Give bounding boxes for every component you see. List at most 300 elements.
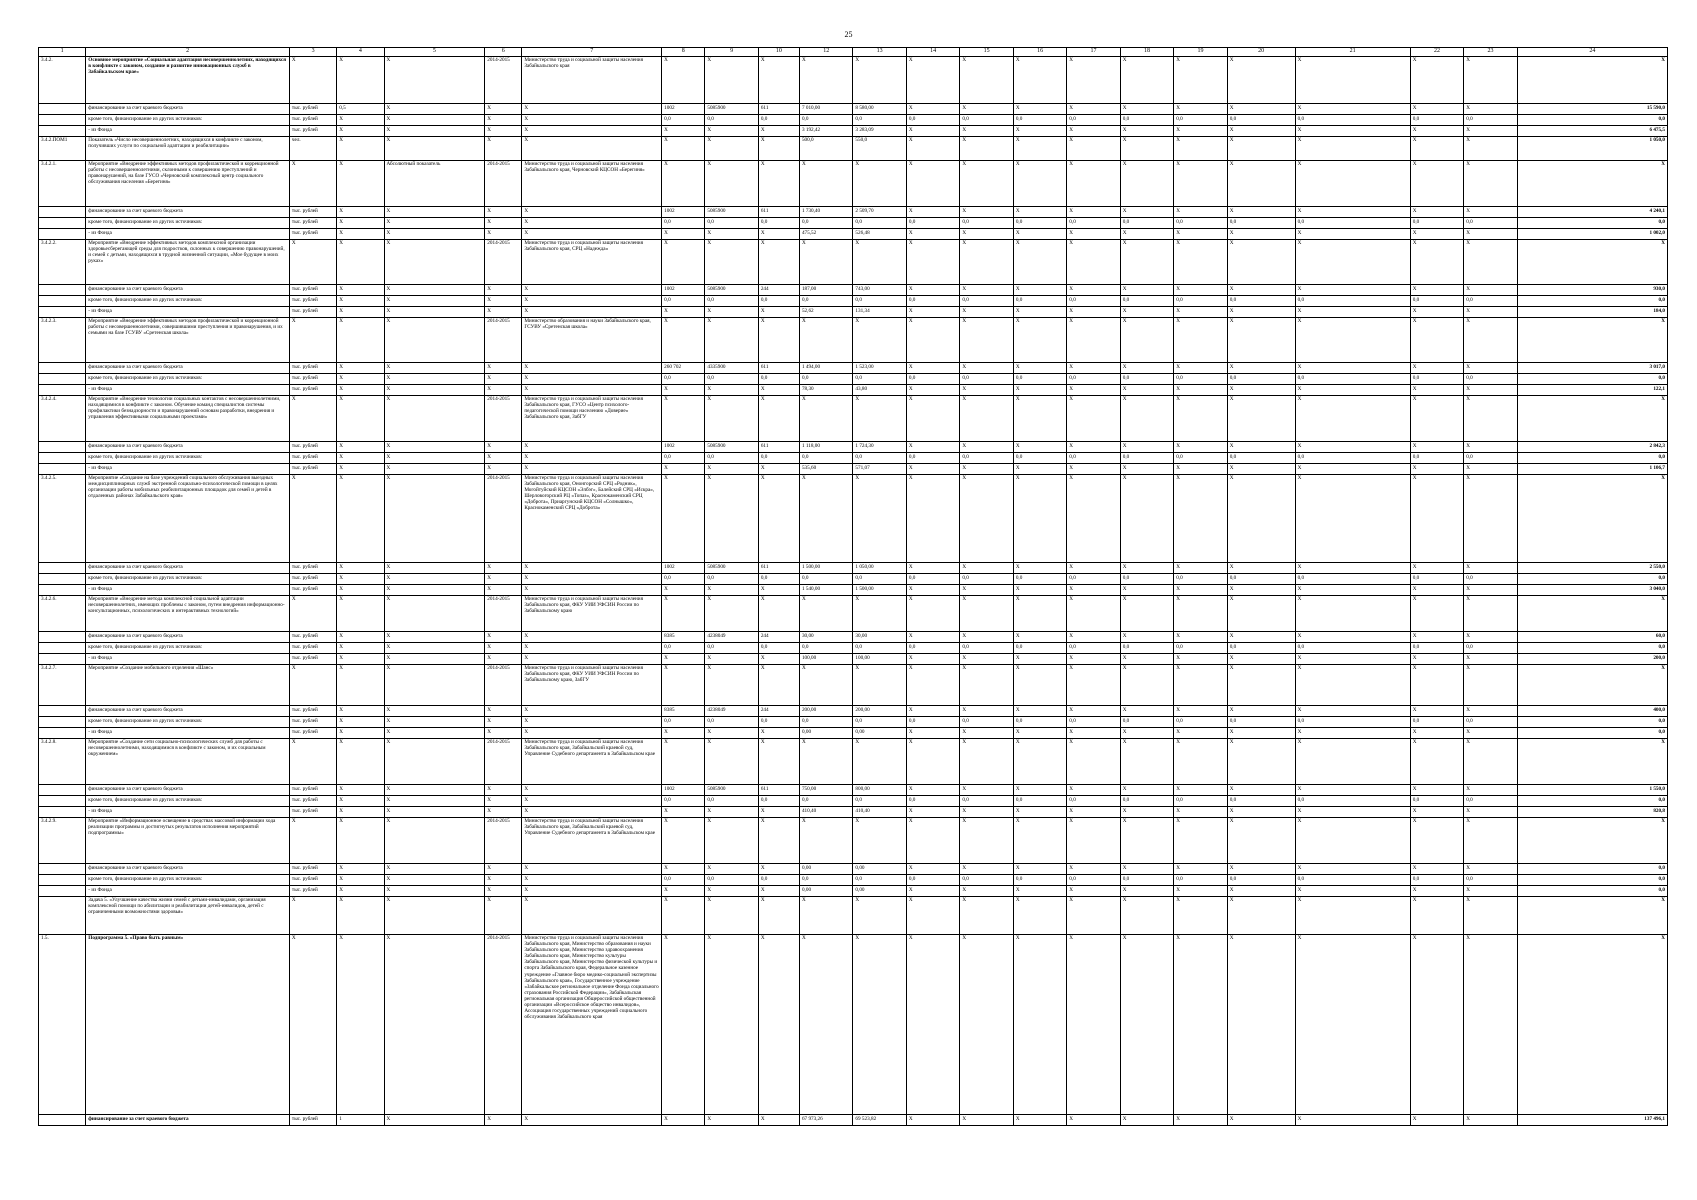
cell-col-13: X bbox=[906, 935, 959, 1115]
cell-col-19: 0,0 bbox=[1227, 374, 1295, 385]
cell-col-19: X bbox=[1227, 137, 1295, 161]
cell-col-10: X bbox=[758, 318, 799, 363]
cell-col-22: 0,0 bbox=[1464, 453, 1517, 464]
cell-col-10: X bbox=[758, 897, 799, 935]
cell-col-5: X bbox=[384, 739, 485, 785]
cell-col-18: X bbox=[1174, 285, 1227, 296]
cell-col-15: X bbox=[1013, 665, 1066, 706]
cell-col-8: 1002 bbox=[662, 785, 705, 796]
cell-col-10: X bbox=[758, 229, 799, 240]
cell-col-1 bbox=[39, 126, 86, 137]
cell-col-1 bbox=[39, 563, 86, 574]
cell-col-2: - из Фонда bbox=[86, 464, 290, 475]
cell-col-1 bbox=[39, 442, 86, 453]
cell-col-22: X bbox=[1464, 285, 1517, 296]
cell-col-2: Мероприятие «Создание мобильного отделения «Шанс» bbox=[86, 665, 290, 706]
cell-col-1 bbox=[39, 864, 86, 875]
cell-col-5: X bbox=[384, 464, 485, 475]
cell-col-13: 0,0 bbox=[906, 875, 959, 886]
financing-row bbox=[39, 706, 1668, 717]
cell-col-17: 0,0 bbox=[1120, 875, 1173, 886]
cell-col-18: X bbox=[1174, 207, 1227, 218]
cell-col-17: 0,0 bbox=[1120, 374, 1173, 385]
cell-col-14: X bbox=[960, 596, 1013, 632]
cell-col-21: X bbox=[1410, 442, 1463, 453]
column-number: 4 bbox=[337, 48, 384, 57]
cell-col-12: 526,48 bbox=[853, 229, 906, 240]
cell-col-1 bbox=[39, 385, 86, 396]
cell-col-4: X bbox=[337, 886, 384, 897]
cell-col-13: X bbox=[906, 807, 959, 818]
cell-col-22: X bbox=[1464, 665, 1517, 706]
cell-col-14: X bbox=[960, 307, 1013, 318]
cell-col-5: X bbox=[384, 728, 485, 739]
cell-col-21: 0,0 bbox=[1410, 717, 1463, 728]
cell-col-9: X bbox=[705, 396, 758, 442]
cell-col-11: 52,62 bbox=[799, 307, 852, 318]
cell-col-1 bbox=[39, 574, 86, 585]
cell-col-12: X bbox=[853, 475, 906, 563]
cell-col-17: X bbox=[1120, 596, 1173, 632]
cell-col-20: X bbox=[1295, 363, 1410, 374]
cell-col-17: X bbox=[1120, 285, 1173, 296]
cell-col-3: X bbox=[289, 596, 336, 632]
cell-col-13: 0,0 bbox=[906, 643, 959, 654]
cell-col-6: 2014-2015 bbox=[485, 818, 522, 864]
cell-col-8: 0,0 bbox=[662, 296, 705, 307]
cell-col-17: X bbox=[1120, 126, 1173, 137]
cell-col-5: X bbox=[384, 363, 485, 374]
cell-col-3: X bbox=[289, 161, 336, 207]
cell-col-6: X bbox=[485, 563, 522, 574]
cell-col-4: X bbox=[337, 296, 384, 307]
cell-col-11: X bbox=[799, 318, 852, 363]
cell-col-19: X bbox=[1227, 785, 1295, 796]
cell-col-2: Основное мероприятие «Социальная адаптация несовершеннолетних, находящихся в конфликте с законом, создание и развитие инновационных служб в Забайкальском крае» bbox=[86, 57, 290, 104]
cell-col-6: 2014-2015 bbox=[485, 475, 522, 563]
cell-col-7: X bbox=[522, 1115, 662, 1126]
cell-col-17: X bbox=[1120, 475, 1173, 563]
cell-col-21: X bbox=[1410, 897, 1463, 935]
column-number: 2 bbox=[86, 48, 290, 57]
cell-col-17: X bbox=[1120, 1115, 1173, 1126]
cell-col-5: X bbox=[384, 296, 485, 307]
cell-col-10: 611 bbox=[758, 363, 799, 374]
cell-col-14: 0,0 bbox=[960, 643, 1013, 654]
cell-col-15: 0,0 bbox=[1013, 717, 1066, 728]
cell-col-4: X bbox=[337, 717, 384, 728]
cell-col-3: тыс. рублей bbox=[289, 632, 336, 643]
cell-col-19: X bbox=[1227, 363, 1295, 374]
cell-col-17: X bbox=[1120, 739, 1173, 785]
cell-col-10: 0,0 bbox=[758, 218, 799, 229]
cell-col-18: X bbox=[1174, 728, 1227, 739]
cell-col-8: X bbox=[662, 1115, 705, 1126]
cell-col-8: X bbox=[662, 475, 705, 563]
cell-col-13: X bbox=[906, 563, 959, 574]
cell-col-14: X bbox=[960, 126, 1013, 137]
cell-col-11: 67 973,26 bbox=[799, 1115, 852, 1126]
cell-col-15: X bbox=[1013, 1115, 1066, 1126]
cell-col-11: 0,00 bbox=[799, 864, 852, 875]
cell-col-23: 1 550,0 bbox=[1517, 785, 1667, 796]
cell-col-15: X bbox=[1013, 706, 1066, 717]
cell-col-21: X bbox=[1410, 632, 1463, 643]
cell-col-6: X bbox=[485, 886, 522, 897]
cell-col-4: X bbox=[337, 218, 384, 229]
cell-col-2: финансирование за счет краевого бюджета bbox=[86, 363, 290, 374]
cell-col-7: X bbox=[522, 717, 662, 728]
cell-col-21: X bbox=[1410, 728, 1463, 739]
cell-col-19: X bbox=[1227, 385, 1295, 396]
cell-col-21: X bbox=[1410, 654, 1463, 665]
financing-row bbox=[39, 585, 1668, 596]
cell-col-9: X bbox=[705, 864, 758, 875]
cell-col-19: X bbox=[1227, 442, 1295, 453]
cell-col-17: 0,0 bbox=[1120, 115, 1173, 126]
cell-col-16: 0,0 bbox=[1067, 374, 1120, 385]
cell-col-23: 3 040,0 bbox=[1517, 585, 1667, 596]
cell-col-10: X bbox=[758, 57, 799, 104]
cell-col-17: X bbox=[1120, 632, 1173, 643]
cell-col-6: 2014-2015 bbox=[485, 161, 522, 207]
cell-col-18: X bbox=[1174, 785, 1227, 796]
cell-col-4: X bbox=[337, 796, 384, 807]
cell-col-11: 7 010,00 bbox=[799, 104, 852, 115]
column-number: 1 bbox=[39, 48, 86, 57]
item-row bbox=[39, 396, 1668, 442]
cell-col-15: X bbox=[1013, 229, 1066, 240]
cell-col-3: чел. bbox=[289, 137, 336, 161]
cell-col-9: X bbox=[705, 818, 758, 864]
cell-col-10: 611 bbox=[758, 563, 799, 574]
cell-col-15: 0,0 bbox=[1013, 218, 1066, 229]
cell-col-16: X bbox=[1067, 57, 1120, 104]
cell-col-15: X bbox=[1013, 104, 1066, 115]
cell-col-21: X bbox=[1410, 207, 1463, 218]
cell-col-10: 244 bbox=[758, 632, 799, 643]
cell-col-19: X bbox=[1227, 596, 1295, 632]
cell-col-2: кроме того, финансирование из других источников: bbox=[86, 643, 290, 654]
cell-col-22: X bbox=[1464, 807, 1517, 818]
cell-col-10: X bbox=[758, 385, 799, 396]
cell-col-1: 3.4.2.5. bbox=[39, 475, 86, 563]
cell-col-21: 0,0 bbox=[1410, 574, 1463, 585]
cell-col-5: Абсолютный показатель bbox=[384, 161, 485, 207]
cell-col-18: X bbox=[1174, 654, 1227, 665]
cell-col-2: финансирование за счет краевого бюджета bbox=[86, 442, 290, 453]
cell-col-11: 0,0 bbox=[799, 574, 852, 585]
cell-col-16: X bbox=[1067, 728, 1120, 739]
cell-col-23: 3 017,0 bbox=[1517, 363, 1667, 374]
cell-col-3: X bbox=[289, 475, 336, 563]
cell-col-19: X bbox=[1227, 886, 1295, 897]
cell-col-13: 0,0 bbox=[906, 296, 959, 307]
cell-col-5: X bbox=[384, 104, 485, 115]
cell-col-6: X bbox=[485, 897, 522, 935]
cell-col-18: X bbox=[1174, 807, 1227, 818]
cell-col-5: X bbox=[384, 385, 485, 396]
cell-col-20: X bbox=[1295, 706, 1410, 717]
cell-col-15: X bbox=[1013, 728, 1066, 739]
cell-col-21: 0,0 bbox=[1410, 374, 1463, 385]
cell-col-2: финансирование за счет краевого бюджета bbox=[86, 706, 290, 717]
cell-col-23: X bbox=[1517, 475, 1667, 563]
cell-col-9: 0,0 bbox=[705, 218, 758, 229]
cell-col-22: X bbox=[1464, 739, 1517, 785]
column-number: 20 bbox=[1227, 48, 1295, 57]
cell-col-20: X bbox=[1295, 229, 1410, 240]
cell-col-8: X bbox=[662, 318, 705, 363]
cell-col-19: X bbox=[1227, 563, 1295, 574]
cell-col-21: X bbox=[1410, 318, 1463, 363]
cell-col-6: X bbox=[485, 464, 522, 475]
cell-col-20: X bbox=[1295, 126, 1410, 137]
cell-col-5: X bbox=[384, 807, 485, 818]
cell-col-22: X bbox=[1464, 137, 1517, 161]
cell-col-10: 0,0 bbox=[758, 875, 799, 886]
cell-col-13: X bbox=[906, 318, 959, 363]
cell-col-1 bbox=[39, 363, 86, 374]
cell-col-23: 0,0 bbox=[1517, 728, 1667, 739]
cell-col-3: тыс. рублей bbox=[289, 442, 336, 453]
cell-col-12: 1 500,00 bbox=[853, 585, 906, 596]
cell-col-3: тыс. рублей bbox=[289, 218, 336, 229]
cell-col-13: X bbox=[906, 864, 959, 875]
cell-col-19: X bbox=[1227, 318, 1295, 363]
cell-col-11: 475,52 bbox=[799, 229, 852, 240]
cell-col-17: X bbox=[1120, 229, 1173, 240]
cell-col-21: X bbox=[1410, 240, 1463, 285]
cell-col-18: 0,0 bbox=[1174, 374, 1227, 385]
cell-col-3: X bbox=[289, 396, 336, 442]
column-number: 17 bbox=[1067, 48, 1120, 57]
cell-col-4: X bbox=[337, 285, 384, 296]
cell-col-4: X bbox=[337, 807, 384, 818]
cell-col-23: X bbox=[1517, 240, 1667, 285]
cell-col-11: 187,00 bbox=[799, 285, 852, 296]
cell-col-9: 0,0 bbox=[705, 643, 758, 654]
cell-col-11: 750,00 bbox=[799, 785, 852, 796]
cell-col-23: 0,0 bbox=[1517, 886, 1667, 897]
cell-col-6: X bbox=[485, 864, 522, 875]
financing-row bbox=[39, 207, 1668, 218]
cell-col-23: 0,0 bbox=[1517, 115, 1667, 126]
cell-col-12: 0,0 bbox=[853, 574, 906, 585]
cell-col-18: X bbox=[1174, 632, 1227, 643]
cell-col-10: X bbox=[758, 596, 799, 632]
cell-col-23: X bbox=[1517, 935, 1667, 1115]
cell-col-8: X bbox=[662, 464, 705, 475]
cell-col-19: X bbox=[1227, 1115, 1295, 1126]
cell-col-4: X bbox=[337, 574, 384, 585]
cell-col-19: X bbox=[1227, 285, 1295, 296]
financing-row bbox=[39, 632, 1668, 643]
financing-row bbox=[39, 115, 1668, 126]
cell-col-8: X bbox=[662, 585, 705, 596]
cell-col-19: 0,0 bbox=[1227, 717, 1295, 728]
cell-col-7: X bbox=[522, 728, 662, 739]
cell-col-13: X bbox=[906, 739, 959, 785]
cell-col-21: 0,0 bbox=[1410, 296, 1463, 307]
financing-row bbox=[39, 654, 1668, 665]
cell-col-6: X bbox=[485, 717, 522, 728]
cell-col-23: X bbox=[1517, 739, 1667, 785]
cell-col-20: X bbox=[1295, 57, 1410, 104]
cell-col-1 bbox=[39, 643, 86, 654]
cell-col-14: X bbox=[960, 665, 1013, 706]
cell-col-19: X bbox=[1227, 161, 1295, 207]
financing-row bbox=[39, 126, 1668, 137]
financing-row bbox=[39, 296, 1668, 307]
cell-col-9: X bbox=[705, 739, 758, 785]
cell-col-9: X bbox=[705, 728, 758, 739]
cell-col-5: X bbox=[384, 785, 485, 796]
column-number: 21 bbox=[1295, 48, 1410, 57]
cell-col-14: X bbox=[960, 864, 1013, 875]
cell-col-18: X bbox=[1174, 665, 1227, 706]
cell-col-21: 0,0 bbox=[1410, 115, 1463, 126]
cell-col-4: X bbox=[337, 374, 384, 385]
cell-col-2: кроме того, финансирование из других источников: bbox=[86, 218, 290, 229]
cell-col-17: X bbox=[1120, 706, 1173, 717]
cell-col-16: X bbox=[1067, 563, 1120, 574]
cell-col-8: 0,0 bbox=[662, 115, 705, 126]
item-row bbox=[39, 739, 1668, 785]
cell-col-6: X bbox=[485, 875, 522, 886]
cell-col-3: X bbox=[289, 739, 336, 785]
cell-col-18: X bbox=[1174, 585, 1227, 596]
cell-col-6: 2014-2015 bbox=[485, 596, 522, 632]
cell-col-20: X bbox=[1295, 785, 1410, 796]
cell-col-16: X bbox=[1067, 475, 1120, 563]
cell-col-22: X bbox=[1464, 897, 1517, 935]
cell-col-15: X bbox=[1013, 864, 1066, 875]
cell-col-21: X bbox=[1410, 229, 1463, 240]
cell-col-1: 3.4.2.3. bbox=[39, 318, 86, 363]
cell-col-21: 0,0 bbox=[1410, 643, 1463, 654]
cell-col-12: X bbox=[853, 935, 906, 1115]
cell-col-14: X bbox=[960, 285, 1013, 296]
cell-col-8: 1002 bbox=[662, 563, 705, 574]
cell-col-6: X bbox=[485, 785, 522, 796]
cell-col-23: X bbox=[1517, 396, 1667, 442]
cell-col-6: X bbox=[485, 807, 522, 818]
cell-col-11: 3 192,42 bbox=[799, 126, 852, 137]
column-number: 5 bbox=[384, 48, 485, 57]
cell-col-12: X bbox=[853, 818, 906, 864]
cell-col-17: X bbox=[1120, 57, 1173, 104]
cell-col-19: 0,0 bbox=[1227, 796, 1295, 807]
cell-col-5: X bbox=[384, 207, 485, 218]
cell-col-15: X bbox=[1013, 897, 1066, 935]
cell-col-19: X bbox=[1227, 864, 1295, 875]
cell-col-19: X bbox=[1227, 585, 1295, 596]
financing-row bbox=[39, 363, 1668, 374]
cell-col-23: 400,0 bbox=[1517, 706, 1667, 717]
cell-col-3: X bbox=[289, 897, 336, 935]
cell-col-23: 0,0 bbox=[1517, 717, 1667, 728]
cell-col-12: 43,80 bbox=[853, 385, 906, 396]
cell-col-2: финансирование за счет краевого бюджета bbox=[86, 864, 290, 875]
cell-col-10: X bbox=[758, 807, 799, 818]
cell-col-18: X bbox=[1174, 464, 1227, 475]
cell-col-6: X bbox=[485, 1115, 522, 1126]
cell-col-11: 0,0 bbox=[799, 453, 852, 464]
cell-col-2: Задача 5. «Улучшение качества жизни семей с детьми-инвалидами, организация комплексной помощи по абилитации и реабилитации детей-инвалидов, детей с ограниченными возможностями здоровья» bbox=[86, 897, 290, 935]
cell-col-8: X bbox=[662, 596, 705, 632]
cell-col-19: X bbox=[1227, 654, 1295, 665]
cell-col-8: 0,0 bbox=[662, 453, 705, 464]
cell-col-16: X bbox=[1067, 137, 1120, 161]
cell-col-3: тыс. рублей bbox=[289, 654, 336, 665]
cell-col-1 bbox=[39, 632, 86, 643]
financing-row bbox=[39, 453, 1668, 464]
cell-col-18: X bbox=[1174, 818, 1227, 864]
cell-col-11: X bbox=[799, 596, 852, 632]
cell-col-15: X bbox=[1013, 807, 1066, 818]
cell-col-18: X bbox=[1174, 307, 1227, 318]
cell-col-23: X bbox=[1517, 161, 1667, 207]
cell-col-5: X bbox=[384, 115, 485, 126]
cell-col-9: X bbox=[705, 385, 758, 396]
cell-col-1: 3.4.2.4. bbox=[39, 396, 86, 442]
cell-col-23: 4 240,1 bbox=[1517, 207, 1667, 218]
financing-row bbox=[39, 442, 1668, 453]
cell-col-9: X bbox=[705, 240, 758, 285]
cell-col-23: 820,8 bbox=[1517, 807, 1667, 818]
item-row bbox=[39, 935, 1668, 1115]
cell-col-17: X bbox=[1120, 585, 1173, 596]
cell-col-20: X bbox=[1295, 886, 1410, 897]
cell-col-8: 1002 bbox=[662, 207, 705, 218]
cell-col-7: X bbox=[522, 785, 662, 796]
cell-col-21: X bbox=[1410, 104, 1463, 115]
cell-col-7: Министерство труда и социальной защиты населения Забайкальского края, Ононгорский СРЦ «Родник», Могойтуйский КЦСОН «Элбэг», Балейский СРЦ «Искра», Шерловогорский РЦ «Топаз», Краснокаменский СРЦ «Доброта», Приаргунский КЦСОН «Солнышко», Краснокаменский СРЦ «Доброта» bbox=[522, 475, 662, 563]
cell-col-13: 0,0 bbox=[906, 453, 959, 464]
cell-col-7: X bbox=[522, 864, 662, 875]
cell-col-23: 0,0 bbox=[1517, 453, 1667, 464]
cell-col-4: X bbox=[337, 643, 384, 654]
cell-col-7: Министерство труда и социальной защиты населения Забайкальского края, СРЦ «Надежда» bbox=[522, 240, 662, 285]
cell-col-14: X bbox=[960, 728, 1013, 739]
cell-col-21: X bbox=[1410, 807, 1463, 818]
cell-col-5: X bbox=[384, 706, 485, 717]
cell-col-19: X bbox=[1227, 706, 1295, 717]
cell-col-2: Показатель «Число несовершеннолетних, находящихся в конфликте с законом, получивших услуги по социальной адаптации и реабилитации» bbox=[86, 137, 290, 161]
cell-col-22: X bbox=[1464, 596, 1517, 632]
cell-col-7: X bbox=[522, 285, 662, 296]
cell-col-8: X bbox=[662, 935, 705, 1115]
cell-col-13: X bbox=[906, 818, 959, 864]
cell-col-2: кроме того, финансирование из других источников: bbox=[86, 296, 290, 307]
cell-col-2: кроме того, финансирование из других источников: bbox=[86, 796, 290, 807]
cell-col-3: X bbox=[289, 318, 336, 363]
cell-col-2: - из Фонда bbox=[86, 654, 290, 665]
cell-col-21: X bbox=[1410, 307, 1463, 318]
cell-col-18: X bbox=[1174, 126, 1227, 137]
cell-col-22: X bbox=[1464, 385, 1517, 396]
cell-col-1 bbox=[39, 453, 86, 464]
cell-col-11: 500,0 bbox=[799, 137, 852, 161]
cell-col-1 bbox=[39, 728, 86, 739]
cell-col-11: 0,0 bbox=[799, 296, 852, 307]
cell-col-2: финансирование за счет краевого бюджета bbox=[86, 104, 290, 115]
cell-col-22: 0,0 bbox=[1464, 374, 1517, 385]
cell-col-22: X bbox=[1464, 475, 1517, 563]
cell-col-4: X bbox=[337, 728, 384, 739]
cell-col-5: X bbox=[384, 57, 485, 104]
